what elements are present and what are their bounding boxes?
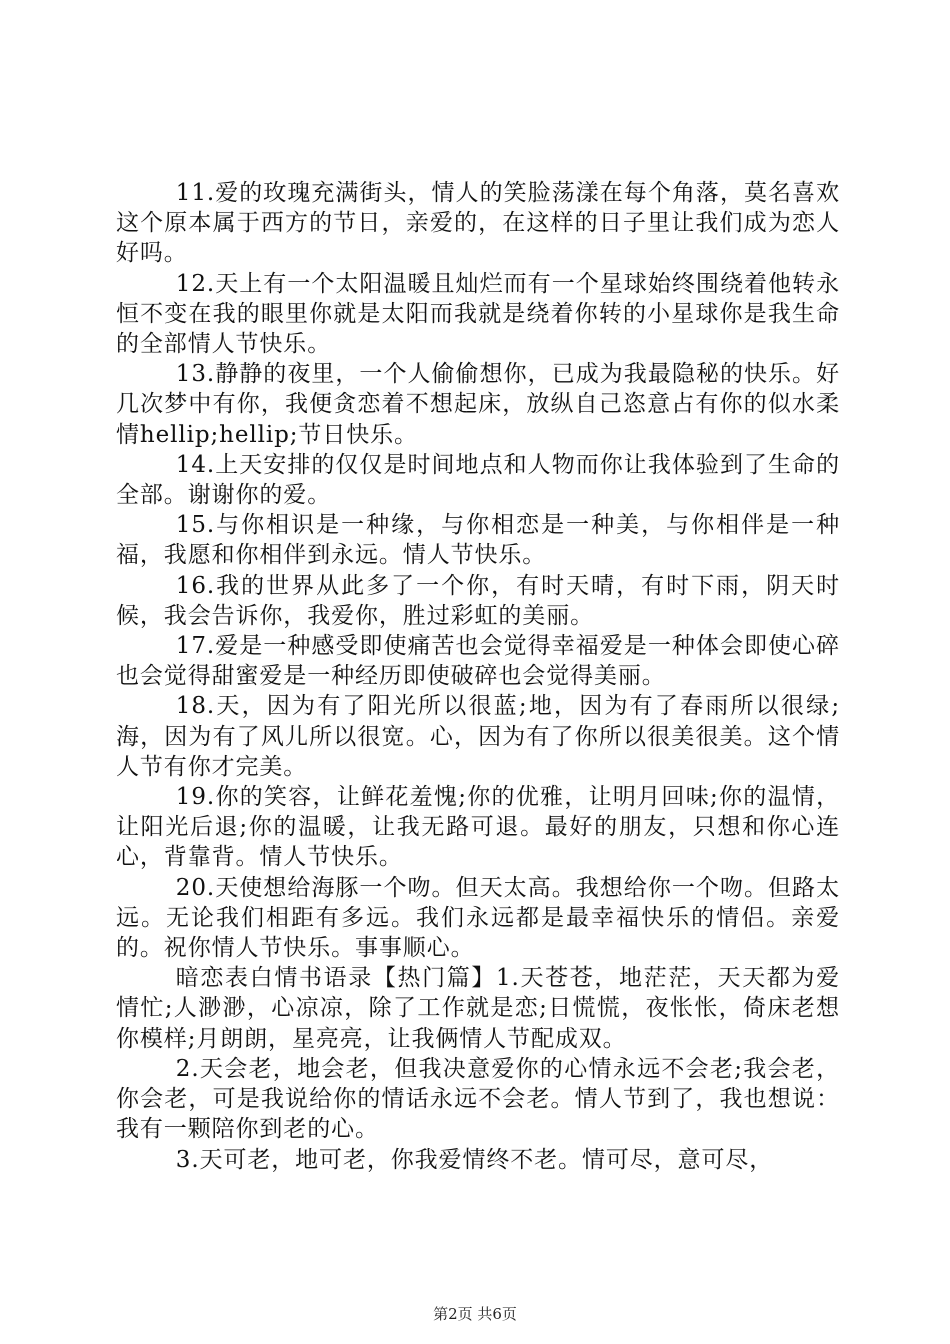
paragraph-2: 2.天会老，地会老，但我决意爱你的心情永远不会老;我会老，你会老，可是我说给你的情话永远不会老。情人节到了，我也想说：我有一颗陪你到老的心。	[116, 1055, 840, 1143]
paragraph-16: 16.我的世界从此多了一个你，有时天晴，有时下雨，阴天时候，我会告诉你，我爱你，胜过彩虹的美丽。	[116, 572, 840, 629]
paragraph-14: 14.上天安排的仅仅是时间地点和人物而你让我体验到了生命的全部。谢谢你的爱。	[116, 451, 840, 509]
paragraph-3: 3.天可老，地可老，你我爱情终不老。情可尽，意可尽，	[175, 1146, 774, 1173]
paragraph-12: 12.天上有一个太阳温暖且灿烂而有一个星球始终围绕着他转永恒不变在我的眼里你就是太阳而我就是绕着你转的小星球你是我生命的全部情人节快乐。	[116, 270, 840, 358]
document-body	[116, 178, 840, 1175]
paragraph-section-hot: 暗恋表白情书语录【热门篇】1.天苍苍，地茫茫，天天都为爱情忙;人渺渺，心凉凉，除了工作就是恋;日慌慌，夜怅怅，倚床老想你模样;月朗朗，星亮亮，让我俩情人节配成双。	[116, 965, 840, 1052]
paragraph-13: 13.静静的夜里，一个人偷偷想你，已成为我最隐秘的快乐。好几次梦中有你，我便贪恋着不想起床，放纵自己恣意占有你的似水柔情hellip;hellip;节日快乐。	[116, 361, 840, 448]
paragraph-20: 20.天使想给海豚一个吻。但天太高。我想给你一个吻。但路太远。无论我们相距有多远。我们永远都是最幸福快乐的情侣。亲爱的。祝你情人节快乐。事事顺心。	[116, 874, 840, 962]
paragraph-17: 17.爱是一种感受即使痛苦也会觉得幸福爱是一种体会即使心碎也会觉得甜蜜爱是一种经历即使破碎也会觉得美丽。	[116, 633, 840, 690]
paragraph-15: 15.与你相识是一种缘，与你相恋是一种美，与你相伴是一种福，我愿和你相伴到永远。情人节快乐。	[116, 512, 840, 569]
paragraph-19: 19.你的笑容，让鲜花羞愧;你的优雅，让明月回味;你的温情，让阳光后退;你的温暖，让我无路可退。最好的朋友，只想和你心连心，背靠背。情人节快乐。	[116, 784, 840, 871]
paragraph-18: 18.天，因为有了阳光所以很蓝;地，因为有了春雨所以很绿;海，因为有了风儿所以很宽。心，因为有了你所以很美很美。这个情人节有你才完美。	[116, 693, 840, 780]
paragraph-11: 11.爱的玫瑰充满街头，情人的笑脸荡漾在每个角落，莫名喜欢这个原本属于西方的节日，亲爱的，在这样的日子里让我们成为恋人好吗。	[116, 180, 840, 267]
page-number-footer: 第2页 共6页	[433, 1305, 517, 1323]
